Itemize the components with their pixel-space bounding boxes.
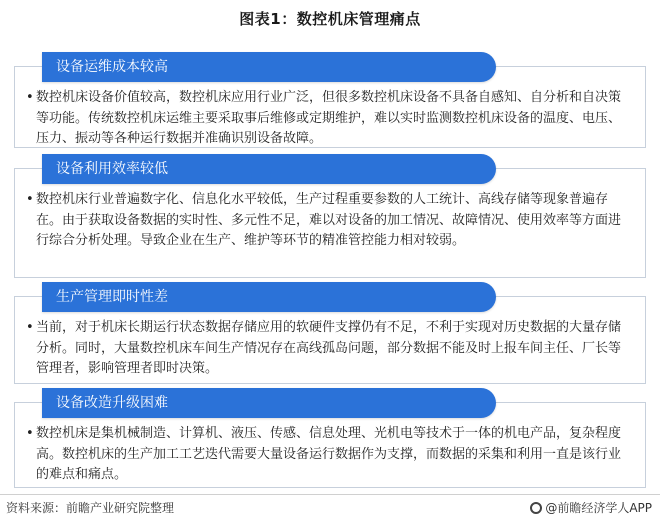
bullet-marker: • — [26, 192, 34, 207]
bullet-marker: • — [26, 426, 34, 441]
section-production-management — [14, 282, 646, 384]
section-header: 生产管理即时性差 — [42, 282, 496, 312]
footer — [0, 494, 660, 517]
bullet-marker: • — [26, 90, 34, 105]
section-body — [26, 318, 632, 380]
section-body — [26, 190, 632, 252]
brand-credit — [530, 499, 652, 516]
section-header: 设备利用效率较低 — [42, 154, 496, 184]
section-body — [26, 88, 632, 150]
section-text: 数控机床是集机械制造、计算机、液压、传感、信息处理、光机电等技术于一体的机电产品，复杂程度高。数控机床的生产加工工艺迭代需要大量设备运行数据作为支撑，而数据的采集和利用一直是该行业的难点和痛点。 — [36, 426, 622, 482]
bullet-marker: • — [26, 320, 34, 335]
section-header: 设备运维成本较高 — [42, 52, 496, 82]
section-body — [26, 424, 632, 486]
brand-logo-icon — [530, 502, 542, 514]
section-text: 数控机床行业普遍数字化、信息化水平较低，生产过程重要参数的人工统计、高线存储等现象普遍存在。由于获取设备数据的实时性、多元性不足，难以对设备的加工情况、故障情况、使用效率等方面进行综合分析处理。导致企业在生产、维护等环节的精准管控能力相对较弱。 — [36, 192, 622, 248]
page-title: 图表1：数控机床管理痛点 — [239, 10, 421, 28]
section-text: 当前，对于机床长期运行状态数据存储应用的软硬件支撑仍有不足，不利于实现对历史数据的大量存储分析。同时，大量数控机床车间生产情况存在高线孤岛问题，部分数据不能及时上报车间主任、厂长等管理者，影响管理者即时决策。 — [36, 320, 622, 376]
section-header: 设备改造升级困难 — [42, 388, 496, 418]
brand-text: @前瞻经济学人APP — [545, 501, 652, 515]
section-operation-cost — [14, 52, 646, 148]
section-text: 数控机床设备价值较高，数控机床应用行业广泛，但很多数控机床设备不具备自感知、自分析和自决策等功能。传统数控机床运维主要采取事后维修或定期维护，难以实时监测数控机床设备的温度、电压、压力、振动等各种运行数据并准确识别设备故障。 — [36, 90, 622, 146]
section-upgrade — [14, 388, 646, 488]
section-utilization — [14, 154, 646, 278]
source-note: 资料来源：前瞻产业研究院整理 — [6, 501, 175, 515]
